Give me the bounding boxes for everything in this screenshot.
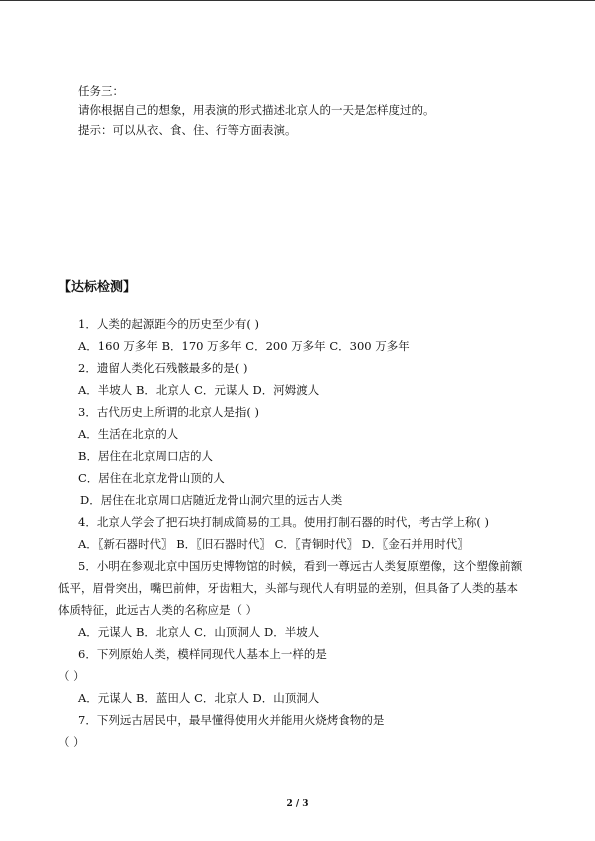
q7-stem: 7．下列远古居民中，最早懂得使用火并能用火烧烤食物的是 (78, 713, 385, 727)
page-number: 2 / 3 (286, 799, 309, 809)
q3-option-c: C．居住在北京龙骨山顶的人 (78, 471, 225, 485)
section-heading: 【达标检测】 (58, 280, 137, 295)
q5-line2: 低平，眉骨突出，嘴巴前伸，牙齿粗大，头部与现代人有明显的差别，但具备了人类的基本 (58, 581, 518, 595)
q3-option-d: D．居住在北京周口店随近龙骨山洞穴里的远古人类 (80, 493, 343, 507)
q1-stem: 1．人类的起源距今的历史至少有( ) (78, 317, 259, 331)
task3-hint: 提示：可以从衣、食、住、行等方面表演。 (78, 123, 297, 137)
top-border-line (0, 0, 595, 1)
q4-options: A．〖新石器时代〗 B．〖旧石器时代〗 C．〖青铜时代〗 D．〖金石并用时代〗 (78, 537, 469, 551)
task3-title: 任务三： (78, 84, 124, 98)
q2-options: A．半坡人 B．北京人 C．元谋人 D．河姆渡人 (78, 383, 320, 397)
q6-answer-paren: （ ） (58, 669, 85, 683)
q1-options: A．160 万多年 B．170 万多年 C．200 万多年 C．300 万多年 (78, 339, 410, 353)
q5-options: A．元谋人 B．北京人 C．山顶洞人 D．半坡人 (78, 625, 320, 639)
task3-question: 请你根据自己的想象，用表演的形式描述北京人的一天是怎样度过的。 (78, 103, 435, 117)
q4-stem: 4．北京人学会了把石块打制成简易的工具。使用打制石器的时代，考古学上称( ) (78, 515, 489, 529)
q6-stem: 6．下列原始人类，模样同现代人基本上一样的是 (78, 647, 327, 661)
q7-answer-paren: （ ） (58, 735, 85, 749)
q6-options: A．元谋人 B．蓝田人 C．北京人 D．山顶洞人 (78, 691, 320, 705)
q2-stem: 2．遗留人类化石残骸最多的是( ) (78, 361, 248, 375)
q3-option-b: B．居住在北京周口店的人 (78, 449, 213, 463)
q3-stem: 3．古代历史上所谓的北京人是指( ) (78, 405, 259, 419)
q3-option-a: A．生活在北京的人 (78, 427, 179, 441)
q5-line3: 体质特征，此远古人类的名称应是（ ） (58, 603, 258, 617)
q5-line1: 5．小明在参观北京中国历史博物馆的时候，看到一尊远古人类复原塑像，这个塑像前额 (78, 559, 523, 573)
